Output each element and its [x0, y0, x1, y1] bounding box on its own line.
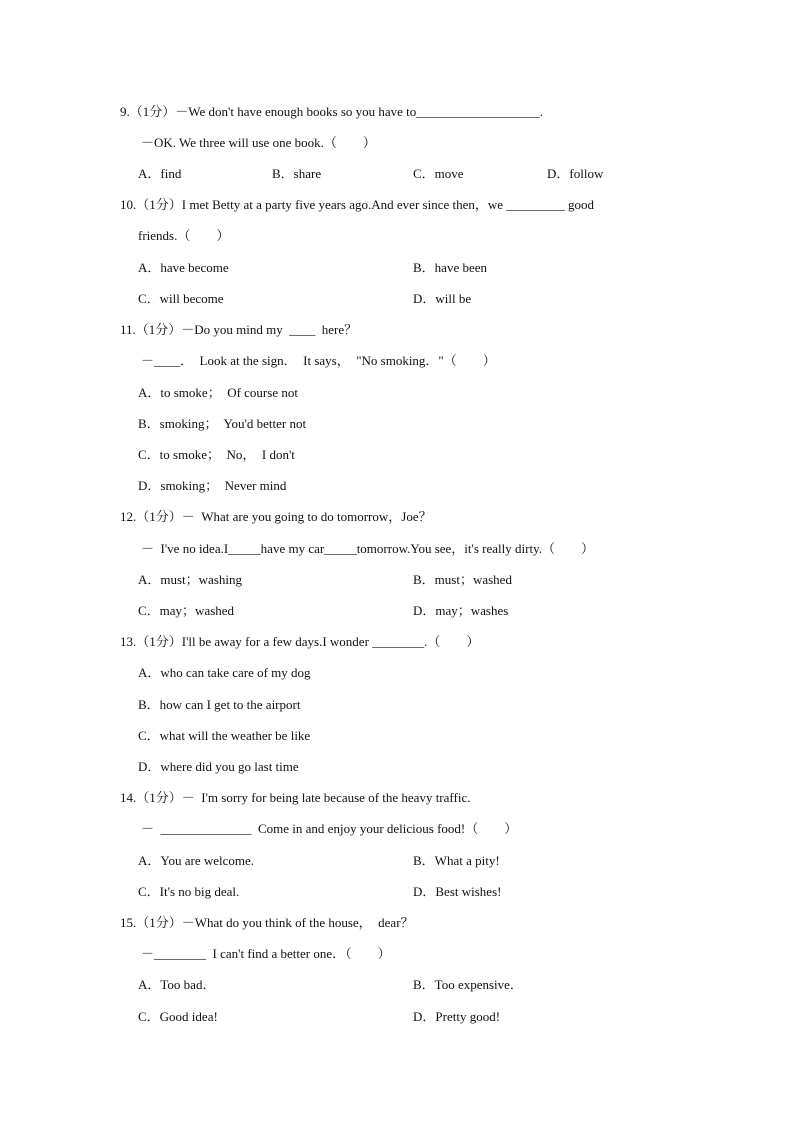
question-14-option-b[interactable]: B．What a pity!	[413, 853, 500, 868]
question-13-option-b[interactable]: B．how can I get to the airport	[138, 697, 301, 712]
question-9-continuation: －OK. We three will use one book.（ ）	[141, 135, 376, 150]
question-14-stem: 14.（1分）－ I'm sorry for being late because of the heavy traffic.	[120, 790, 471, 805]
question-9-option-b[interactable]: B．share	[272, 166, 322, 181]
question-10-continuation: friends.（ ）	[138, 228, 230, 243]
question-10-option-c[interactable]: C．will become	[138, 291, 224, 306]
question-15-continuation: －________ I can't find a better one．（ ）	[141, 946, 391, 961]
question-14-option-a[interactable]: A．You are welcome.	[138, 853, 255, 868]
question-15-option-a[interactable]: A．Too bad．	[138, 977, 216, 992]
question-15-option-d[interactable]: D．Pretty good!	[413, 1009, 501, 1024]
question-11-option-d[interactable]: D．smoking； Never mind	[138, 478, 287, 493]
question-13-option-a[interactable]: A．who can take care of my dog	[138, 665, 311, 680]
question-14-option-d[interactable]: D．Best wishes!	[413, 884, 502, 899]
question-10-option-d[interactable]: D．will be	[413, 291, 472, 306]
question-13-stem: 13.（1分）I'll be away for a few days.I wonder ________.（ ）	[120, 634, 480, 649]
question-9-option-a[interactable]: A．find	[138, 166, 182, 181]
question-10-option-b[interactable]: B．have been	[413, 260, 488, 275]
question-9-stem: 9.（1分）－We don't have enough books so you have to___________________.	[120, 104, 544, 119]
question-12-option-b[interactable]: B．must；washed	[413, 572, 512, 587]
question-11-stem: 11.（1分）－Do you mind my ____ here？	[120, 322, 358, 337]
question-10-option-a[interactable]: A．have become	[138, 260, 229, 275]
question-12-option-d[interactable]: D．may；washes	[413, 603, 509, 618]
question-10-stem: 10.（1分）I met Betty at a party five years ago.And ever since then，we _________ good	[120, 197, 595, 212]
question-9-option-c[interactable]: C．move	[413, 166, 464, 181]
question-15-stem: 15.（1分）－What do you think of the house， dear？	[120, 915, 414, 930]
question-11-option-a[interactable]: A．to smoke； Of course not	[138, 385, 298, 400]
question-12-option-c[interactable]: C．may；washed	[138, 603, 235, 618]
question-11-option-c[interactable]: C．to smoke； No， I don't	[138, 447, 295, 462]
question-14-continuation: － ______________ Come in and enjoy your delicious food!（ ）	[141, 821, 518, 836]
question-13-option-c[interactable]: C．what will the weather be like	[138, 728, 311, 743]
question-12-stem: 12.（1分）－ What are you going to do tomorrow，Joe？	[120, 509, 432, 524]
question-12-option-a[interactable]: A．must；washing	[138, 572, 243, 587]
question-12-continuation: － I've no idea.I_____have my car_____tomorrow.You see，it's really dirty.（ ）	[141, 541, 594, 556]
question-9-option-d[interactable]: D．follow	[547, 166, 604, 181]
question-14-option-c[interactable]: C．It's no big deal.	[138, 884, 240, 899]
question-13-option-d[interactable]: D．where did you go last time	[138, 759, 299, 774]
question-11-option-b[interactable]: B．smoking； You'd better not	[138, 416, 307, 431]
question-11-continuation: －____． Look at the sign． It says， "No smoking．"（ ）	[141, 353, 496, 368]
question-15-option-c[interactable]: C．Good idea!	[138, 1009, 218, 1024]
question-15-option-b[interactable]: B．Too expensive．	[413, 977, 523, 992]
